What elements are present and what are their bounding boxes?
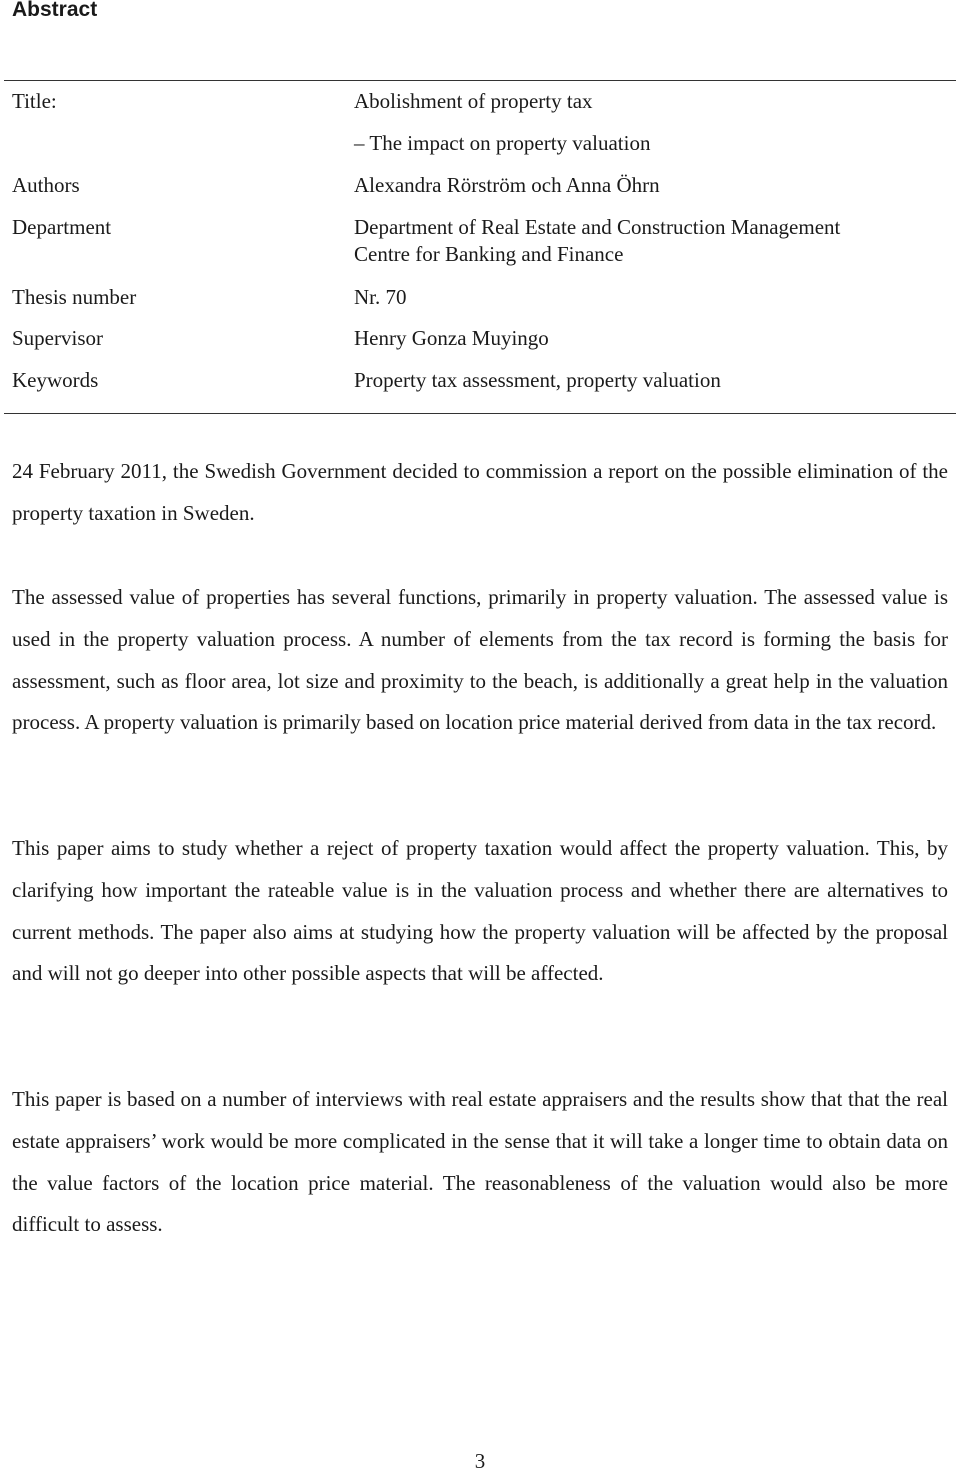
title-value: Abolishment of property tax (354, 89, 593, 113)
subtitle-value: – The impact on property valuation (354, 131, 651, 155)
department-value-line1: Department of Real Estate and Construction Management (354, 215, 841, 239)
keywords-label: Keywords (12, 368, 99, 392)
supervisor-label: Supervisor (12, 326, 103, 350)
paragraph-results: This paper is based on a number of interviews with real estate appraisers and the results show that that the real estate appraisers’ work would be more complicated in the sense that it will take a longer time to obtain data on the value factors of the location price material. The reasonableness of the valuation would also be more difficult to assess. (12, 1087, 948, 1237)
authors-label: Authors (12, 173, 80, 197)
bottom-rule (4, 413, 956, 414)
title-label: Title: (12, 89, 57, 113)
keywords-value: Property tax assessment, property valuation (354, 368, 721, 392)
page-number: 3 (474, 1449, 486, 1473)
paragraph-aim: This paper aims to study whether a reject of property taxation would affect the property valuation. This, by clarifying how important the rateable value is in the valuation process and whether there are alternatives to current methods. The paper also aims at studying how the property valuation will be affected by the proposal and will not go deeper into other possible aspects that will be affected. (12, 836, 948, 986)
department-label: Department (12, 215, 112, 239)
page-heading: Abstract (12, 0, 98, 21)
thesis-number-value: Nr. 70 (354, 285, 407, 309)
supervisor-value: Henry Gonza Muyingo (354, 326, 549, 350)
top-rule (4, 80, 956, 81)
authors-value: Alexandra Rörström och Anna Öhrn (354, 173, 660, 197)
thesis-number-label: Thesis number (12, 285, 137, 309)
paragraph-intro: 24 February 2011, the Swedish Government decided to commission a report on the possible elimination of the property taxation in Sweden. (12, 459, 948, 525)
paragraph-assessed-value: The assessed value of properties has several functions, primarily in property valuation. The assessed value is used in the property valuation process. A number of elements from the tax record is forming the basis for assessment, such as floor area, lot size and proximity to the beach, is additionally a great help in the valuation process. A property valuation is primarily based on location price material derived from data in the tax record. (12, 585, 948, 735)
department-value-line2: Centre for Banking and Finance (354, 242, 624, 266)
